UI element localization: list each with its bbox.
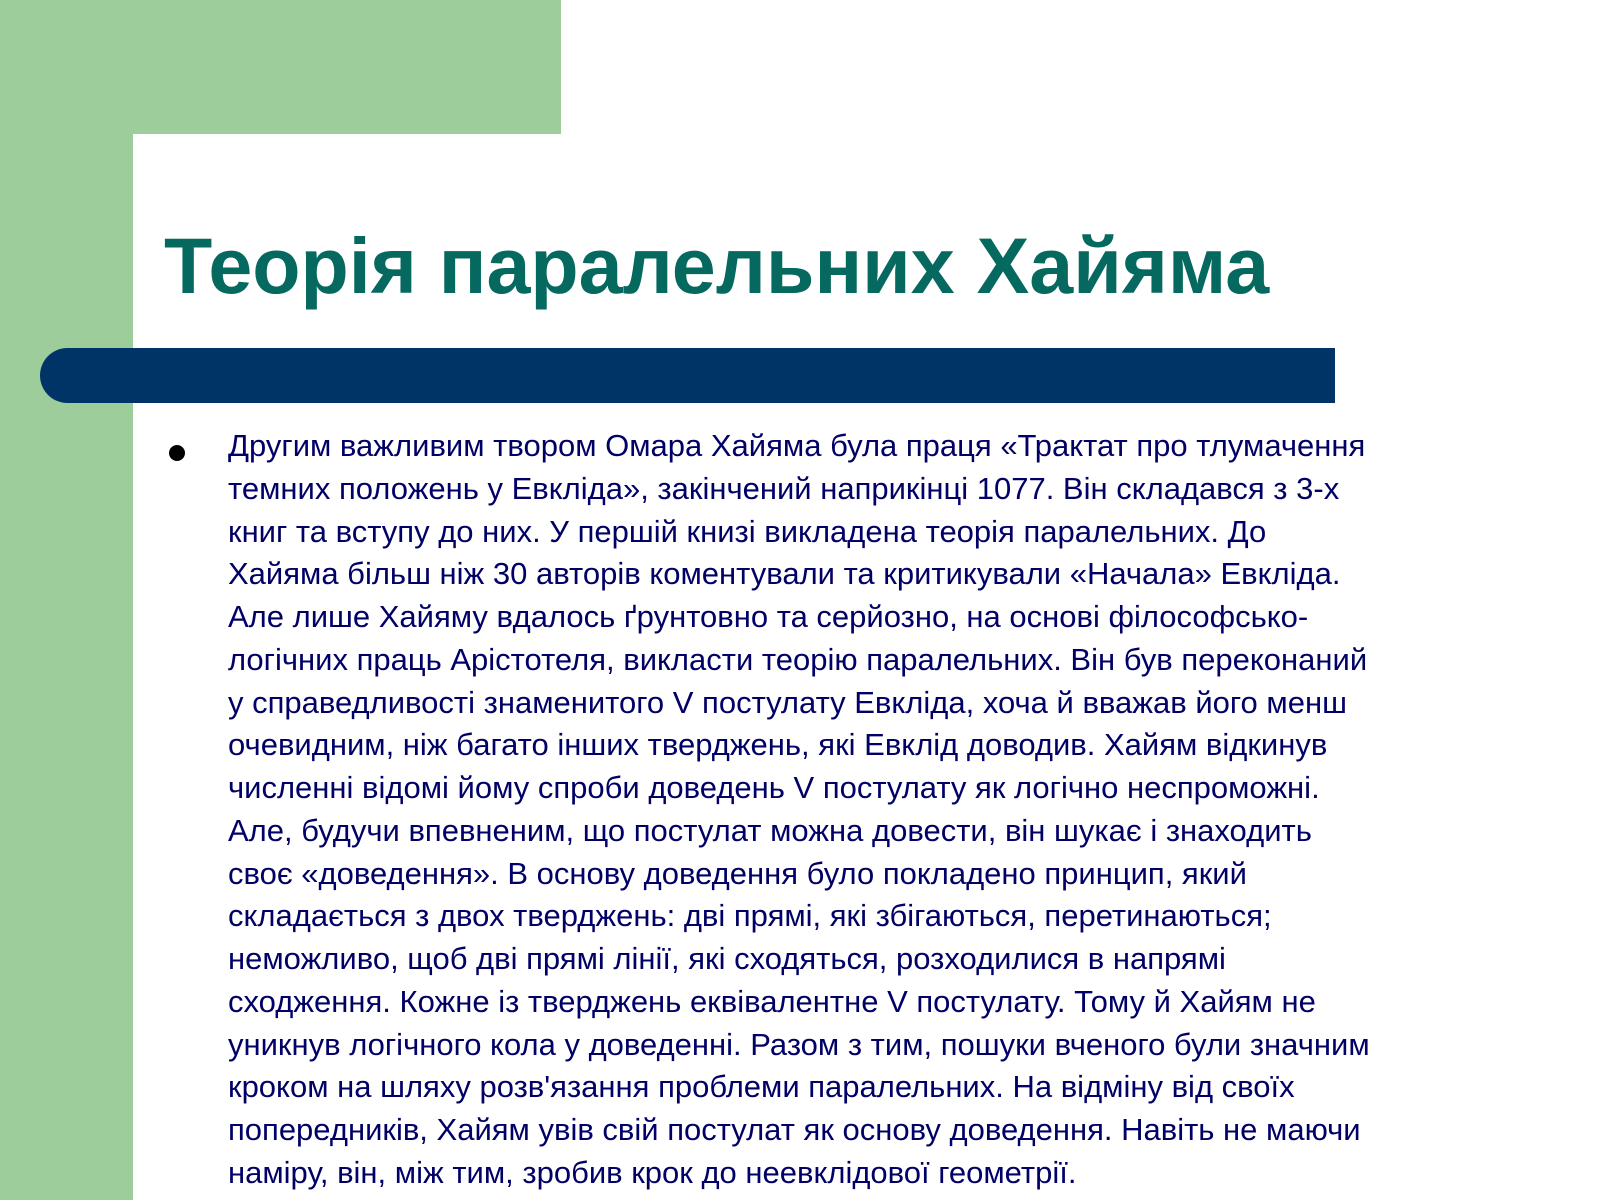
bullet-item xyxy=(164,425,1564,1195)
bullet-text: Другим важливим твором Омара Хайяма була праця «Трактат про тлумачення темних положень у Евкліда», закінчений наприкінці 1077. Він складався з 3-х книг та вступу до них. У першій книзі викладена теорія паралельних. До Хайяма більш ніж 30 авторів коментували та критикували «Начала» Евкліда. Але лише Хайяму вдалось ґрунтовно та серйозно, на основі філософсько- логічних праць Арістотеля, викласти теорію паралельних. Він був переконаний у справедливості знаменитого V постулату Евкліда, хоча й вважав його менш очевидним, ніж багато інших тверджень, які Евклід доводив. Хайям відкинув численні відомі йому спроби доведень V постулату як логічно неспроможні. Але, будучи впевненим, що постулат можна довести, він шукає і знаходить своє «доведення». В основу доведення було покладено принцип, який складається з двох тверджень: дві прямі, які збігаються, перетинаються; неможливо, щоб дві прямі лінії, які сходяться, розходилися в напрямі сходження. Кожне із тверджень еквівалентне V постулату. Тому й Хайям не уникнув логічного кола у доведенні. Разом з тим, пошуки вченого були значним кроком на шляху розв'язання проблеми паралельних. На відміну від своїх попередників, Хайям увів свій постулат як основу доведення. Навіть не маючи наміру, він, між тим, зробив крок до неевклідової геометрії. xyxy=(228,428,1370,1190)
decorative-green-band-left xyxy=(0,0,133,1200)
bullet-icon xyxy=(169,445,185,461)
decorative-title-underline-bar xyxy=(40,348,1335,403)
slide-body xyxy=(164,425,1564,1195)
slide-title: Теорія паралельних Хайяма xyxy=(164,221,1270,310)
